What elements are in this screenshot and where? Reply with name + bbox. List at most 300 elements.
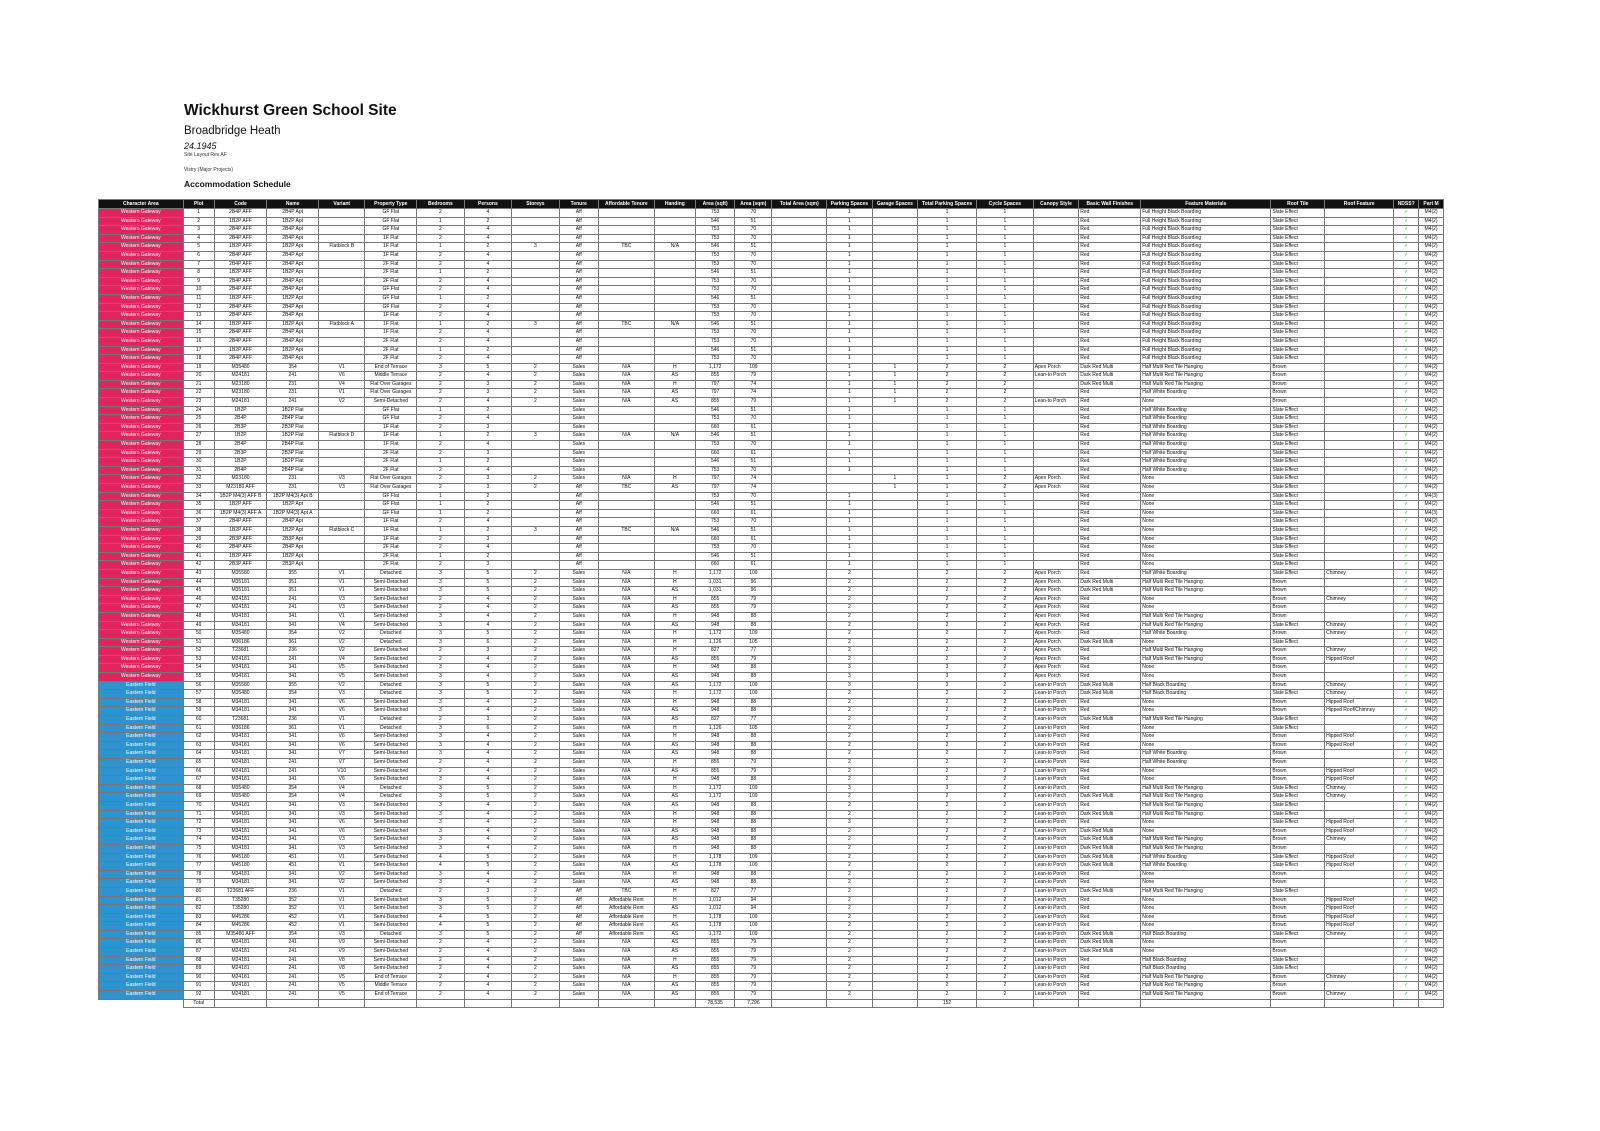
table-cell: Semi-Detached (365, 767, 417, 776)
table-cell: 29 (183, 449, 214, 458)
table-cell: T35280 (214, 905, 267, 914)
table-row (99, 312, 1444, 321)
table-cell: Brown (1271, 922, 1325, 931)
table-cell: 2 (976, 784, 1033, 793)
character-area-cell: Western Gateway (99, 372, 184, 381)
table-cell: 1 (918, 337, 977, 346)
table-cell: 70 (735, 544, 772, 553)
table-cell: 90 (183, 973, 214, 982)
table-cell: Hipped Roof (1325, 698, 1394, 707)
table-cell: 546 (696, 294, 735, 303)
table-cell: ✓ (1394, 475, 1419, 484)
table-cell: 948 (696, 819, 735, 828)
table-cell (512, 286, 560, 295)
table-cell: 1 (183, 209, 214, 218)
table-cell: Sales (559, 724, 598, 733)
table-cell: 88 (735, 750, 772, 759)
table-cell: Slate Effect (1271, 303, 1325, 312)
table-cell (772, 260, 827, 269)
table-cell: Lean-to Porch (1033, 870, 1078, 879)
table-cell: H (654, 784, 695, 793)
table-cell: M4(2) (1419, 638, 1444, 647)
table-cell: M4(2) (1419, 870, 1444, 879)
table-cell: Sales (559, 664, 598, 673)
table-cell: 3 (464, 561, 512, 570)
table-cell: 2 (976, 905, 1033, 914)
table-cell: 5 (464, 578, 512, 587)
table-cell (1033, 337, 1078, 346)
table-cell: 3 (464, 535, 512, 544)
table-cell (1033, 441, 1078, 450)
table-cell: Dark Red Multi (1079, 827, 1141, 836)
table-cell: Slate Effect (1271, 269, 1325, 278)
table-cell: 51 (183, 638, 214, 647)
table-cell: Lean-to Porch (1033, 956, 1078, 965)
table-cell: Slate Effect (1271, 501, 1325, 510)
table-cell: 3 (417, 690, 465, 699)
table-cell: 4 (464, 303, 512, 312)
table-cell: 1B2P Apt (267, 243, 319, 252)
character-area-cell: Eastern Field (99, 801, 184, 810)
table-cell: 3 (417, 827, 465, 836)
table-cell: H (654, 733, 695, 742)
table-cell: 2 (976, 973, 1033, 982)
table-cell: Apex Porch (1033, 363, 1078, 372)
table-cell (654, 423, 695, 432)
table-cell (319, 535, 365, 544)
table-cell: 2 (976, 681, 1033, 690)
table-cell: 38 (183, 526, 214, 535)
character-area-cell: Eastern Field (99, 810, 184, 819)
table-cell: M4(2) (1419, 294, 1444, 303)
table-cell (1325, 492, 1394, 501)
table-cell: 4 (464, 286, 512, 295)
table-cell: 948 (696, 673, 735, 682)
table-row (99, 664, 1444, 673)
table-cell: Detached (365, 887, 417, 896)
table-cell: 341 (267, 612, 319, 621)
table-cell: None (1141, 638, 1271, 647)
table-cell: Sales (559, 415, 598, 424)
table-row (99, 269, 1444, 278)
table-cell: 2 (417, 251, 465, 260)
table-cell (872, 810, 917, 819)
table-cell: 32 (183, 475, 214, 484)
column-header: Basic Wall Finishes (1079, 200, 1141, 209)
table-cell: Dark Red Multi (1079, 853, 1141, 862)
table-cell (772, 973, 827, 982)
table-cell: N/A (598, 664, 654, 673)
table-cell (772, 217, 827, 226)
table-cell (1325, 234, 1394, 243)
table-cell (598, 226, 654, 235)
table-cell: Apex Porch (1033, 484, 1078, 493)
table-cell: Flat Over Garages (365, 389, 417, 398)
table-cell: 78 (183, 870, 214, 879)
table-cell: Sales (559, 810, 598, 819)
character-area-cell: Western Gateway (99, 329, 184, 338)
table-cell: H (654, 380, 695, 389)
table-cell: 2B4P AFF (214, 355, 267, 364)
table-cell (319, 337, 365, 346)
table-row (99, 819, 1444, 828)
table-cell: Full Height Black Boarding (1141, 217, 1271, 226)
table-cell (872, 217, 917, 226)
column-header: Roof Feature (1325, 200, 1394, 209)
table-cell: 827 (696, 647, 735, 656)
table-cell: 2B3P Apt (267, 535, 319, 544)
table-cell: Lean-to Porch (1033, 939, 1078, 948)
table-cell (872, 621, 917, 630)
table-cell: Aff (559, 337, 598, 346)
table-cell: 1 (918, 226, 977, 235)
table-cell: 109 (735, 630, 772, 639)
table-cell: ✓ (1394, 879, 1419, 888)
table-cell: ✓ (1394, 604, 1419, 613)
table-cell: ✓ (1394, 380, 1419, 389)
table-row (99, 501, 1444, 510)
table-cell: Aff (559, 552, 598, 561)
table-cell: 354 (267, 630, 319, 639)
table-cell: N/A (598, 621, 654, 630)
table-cell (1033, 269, 1078, 278)
table-cell: 2B4P Apt (267, 355, 319, 364)
table-cell (872, 913, 917, 922)
table-cell: 3 (464, 475, 512, 484)
table-cell: ✓ (1394, 819, 1419, 828)
table-cell: Sales (559, 819, 598, 828)
table-cell: 1 (827, 552, 872, 561)
table-cell (654, 226, 695, 235)
table-cell: None (1141, 913, 1271, 922)
table-cell: 10 (183, 286, 214, 295)
table-cell: 2 (512, 973, 560, 982)
table-cell: 2 (464, 432, 512, 441)
table-cell: Dark Red Multi (1079, 690, 1141, 699)
table-cell: 3 (464, 484, 512, 493)
table-cell: ✓ (1394, 355, 1419, 364)
table-cell: 5 (464, 930, 512, 939)
table-cell (598, 441, 654, 450)
table-cell (319, 501, 365, 510)
table-row (99, 690, 1444, 699)
table-cell: 1 (827, 544, 872, 553)
table-cell: M4(2) (1419, 329, 1444, 338)
table-cell: 948 (696, 664, 735, 673)
table-cell: Slate Effect (1271, 415, 1325, 424)
table-cell (772, 887, 827, 896)
table-cell (872, 509, 917, 518)
character-area-cell: Eastern Field (99, 965, 184, 974)
table-cell: 2 (827, 948, 872, 957)
table-row (99, 337, 1444, 346)
table-cell: N/A (598, 956, 654, 965)
table-cell: 61 (735, 535, 772, 544)
table-cell (872, 578, 917, 587)
table-cell (1325, 303, 1394, 312)
table-cell: H (654, 870, 695, 879)
table-cell: Slate Effect (1271, 492, 1325, 501)
table-cell: 88 (735, 612, 772, 621)
table-cell: 2 (976, 853, 1033, 862)
table-cell: M24181 (214, 655, 267, 664)
table-cell: M4(2) (1419, 793, 1444, 802)
table-cell: 2 (976, 664, 1033, 673)
table-cell: 79 (735, 939, 772, 948)
table-cell: Apex Porch (1033, 475, 1078, 484)
table-cell: 2 (827, 776, 872, 785)
table-row (99, 879, 1444, 888)
table-cell: Semi-Detached (365, 621, 417, 630)
table-cell (1325, 372, 1394, 381)
table-cell: Lean-to Porch (1033, 767, 1078, 776)
table-cell: ✓ (1394, 698, 1419, 707)
table-cell: Sales (559, 948, 598, 957)
table-cell: 79 (735, 398, 772, 407)
table-cell: AS (654, 673, 695, 682)
table-cell: Red (1079, 398, 1141, 407)
table-cell (872, 741, 917, 750)
table-cell (654, 544, 695, 553)
table-cell: M35480 (214, 793, 267, 802)
table-cell: ✓ (1394, 243, 1419, 252)
table-cell: M34181 (214, 673, 267, 682)
table-cell: 109 (735, 922, 772, 931)
table-cell: 2 (417, 415, 465, 424)
table-cell (772, 372, 827, 381)
table-cell: Flat Over Garages (365, 475, 417, 484)
character-area-cell: Western Gateway (99, 449, 184, 458)
table-cell: Sales (559, 853, 598, 862)
character-area-cell: Eastern Field (99, 759, 184, 768)
table-cell: M4(2) (1419, 423, 1444, 432)
table-cell: H (654, 569, 695, 578)
table-cell: Lean-to Porch (1033, 776, 1078, 785)
table-cell: ✓ (1394, 226, 1419, 235)
table-cell: 1B2P Apt (267, 294, 319, 303)
table-row (99, 776, 1444, 785)
table-cell: Lean-to Porch (1033, 862, 1078, 871)
table-cell: 2F Flat (365, 449, 417, 458)
table-cell (976, 999, 1033, 1008)
table-cell: ✓ (1394, 922, 1419, 931)
table-cell (1325, 965, 1394, 974)
table-cell: 1,031 (696, 587, 735, 596)
table-cell: 18 (183, 355, 214, 364)
table-cell (1325, 526, 1394, 535)
character-area-cell: Western Gateway (99, 638, 184, 647)
table-cell: ✓ (1394, 466, 1419, 475)
table-cell: Aff (559, 905, 598, 914)
table-cell: 1 (918, 432, 977, 441)
table-cell (512, 226, 560, 235)
table-cell: 660 (696, 423, 735, 432)
table-cell (772, 733, 827, 742)
table-cell (1033, 320, 1078, 329)
table-cell: 2 (976, 827, 1033, 836)
table-row (99, 595, 1444, 604)
table-cell: None (1141, 870, 1271, 879)
table-cell (598, 406, 654, 415)
table-cell: GF Flat (365, 492, 417, 501)
table-cell (319, 406, 365, 415)
table-cell (1394, 999, 1419, 1008)
table-cell: 1 (918, 243, 977, 252)
table-cell: Aff (559, 312, 598, 321)
table-cell: 13 (183, 312, 214, 321)
character-area-cell: Eastern Field (99, 793, 184, 802)
table-cell (872, 518, 917, 527)
table-cell (1325, 329, 1394, 338)
table-cell: Chimney (1325, 595, 1394, 604)
table-cell: 2B4P (214, 466, 267, 475)
table-cell: 231 (267, 380, 319, 389)
column-header: Total Parking Spaces (918, 200, 977, 209)
job-number: 24.1945 (184, 141, 217, 151)
table-cell: Red (1079, 492, 1141, 501)
table-cell: 70 (735, 518, 772, 527)
table-cell (319, 999, 365, 1008)
table-cell (772, 346, 827, 355)
table-cell: 4 (464, 939, 512, 948)
table-cell: None (1141, 939, 1271, 948)
table-cell: 2F Flat (365, 269, 417, 278)
table-cell (598, 509, 654, 518)
table-cell: 1 (417, 243, 465, 252)
table-cell: 1 (827, 441, 872, 450)
table-cell: V6 (319, 776, 365, 785)
table-cell (1325, 673, 1394, 682)
table-cell: 2 (183, 217, 214, 226)
table-cell: M35580 (214, 681, 267, 690)
table-cell: Aff (559, 535, 598, 544)
table-cell (772, 655, 827, 664)
character-area-cell: Western Gateway (99, 432, 184, 441)
table-cell: 2 (512, 862, 560, 871)
table-cell: Brown (1271, 380, 1325, 389)
table-cell: 3 (417, 905, 465, 914)
table-cell: 2 (512, 621, 560, 630)
table-cell: 3 (417, 819, 465, 828)
table-cell: Slate Effect (1271, 793, 1325, 802)
table-cell: 1,031 (696, 578, 735, 587)
table-row (99, 784, 1444, 793)
table-cell: 109 (735, 363, 772, 372)
table-cell: Lean-to Porch (1033, 810, 1078, 819)
table-cell: M4(2) (1419, 544, 1444, 553)
table-cell: 4 (464, 466, 512, 475)
table-cell (772, 810, 827, 819)
table-cell: ✓ (1394, 655, 1419, 664)
table-cell: Hipped Roof (1325, 741, 1394, 750)
table-cell: AS (654, 991, 695, 1000)
table-row (99, 716, 1444, 725)
table-cell: 753 (696, 415, 735, 424)
table-cell: 70 (735, 329, 772, 338)
table-cell: 2 (976, 698, 1033, 707)
table-cell: Detached (365, 724, 417, 733)
table-cell: 1 (827, 260, 872, 269)
table-cell (512, 303, 560, 312)
table-cell: Red (1079, 260, 1141, 269)
table-cell: Brown (1271, 733, 1325, 742)
table-cell: Red (1079, 819, 1141, 828)
table-cell: 20 (183, 372, 214, 381)
table-cell: TBC (598, 320, 654, 329)
table-cell: ✓ (1394, 810, 1419, 819)
table-cell: ✓ (1394, 569, 1419, 578)
table-cell: 1 (417, 269, 465, 278)
table-cell: 241 (267, 655, 319, 664)
table-cell: 2 (417, 647, 465, 656)
table-cell: 1B2P M4(3) Apt A (267, 509, 319, 518)
table-cell (1033, 217, 1078, 226)
table-cell: Brown (1271, 578, 1325, 587)
table-cell: Sales (559, 767, 598, 776)
table-cell: 2 (417, 234, 465, 243)
table-cell: 855 (696, 759, 735, 768)
character-area-cell: Eastern Field (99, 973, 184, 982)
table-cell: 2 (918, 862, 977, 871)
table-cell: Slate Effect (1271, 810, 1325, 819)
table-cell (1325, 449, 1394, 458)
table-row (99, 226, 1444, 235)
table-cell: 2 (512, 853, 560, 862)
table-cell: M4(2) (1419, 750, 1444, 759)
table-cell: Aff (559, 492, 598, 501)
table-cell: 2 (976, 801, 1033, 810)
table-cell: M45286 (214, 913, 267, 922)
table-cell: Lean-to Porch (1033, 905, 1078, 914)
table-row (99, 930, 1444, 939)
table-cell: Chimney (1325, 690, 1394, 699)
table-cell: Half White Boarding (1141, 449, 1271, 458)
table-cell: Slate Effect (1271, 217, 1325, 226)
table-cell: Red (1079, 922, 1141, 931)
table-cell: Red (1079, 226, 1141, 235)
table-cell: N/A (598, 776, 654, 785)
table-cell (1033, 303, 1078, 312)
table-cell: 2 (976, 578, 1033, 587)
table-cell: 1 (872, 484, 917, 493)
table-cell: 2 (512, 827, 560, 836)
table-cell: 1 (872, 475, 917, 484)
table-cell (872, 406, 917, 415)
table-cell: M4(2) (1419, 853, 1444, 862)
table-cell (872, 801, 917, 810)
table-cell: ✓ (1394, 690, 1419, 699)
table-cell: Hipped Roof (1325, 733, 1394, 742)
table-cell: 2 (918, 724, 977, 733)
table-cell: 1 (976, 518, 1033, 527)
table-cell: 4 (464, 251, 512, 260)
table-cell (772, 956, 827, 965)
table-cell: ✓ (1394, 526, 1419, 535)
table-cell: Slate Effect (1271, 724, 1325, 733)
table-cell (1325, 260, 1394, 269)
table-cell: 17 (183, 346, 214, 355)
table-cell: 341 (267, 810, 319, 819)
table-cell: None (1141, 948, 1271, 957)
table-cell: N/A (598, 475, 654, 484)
table-cell: 3 (417, 776, 465, 785)
table-cell: 660 (696, 535, 735, 544)
table-cell: Aff (559, 329, 598, 338)
table-cell: M34181 (214, 827, 267, 836)
table-cell: 3 (464, 716, 512, 725)
table-cell: Slate Effect (1271, 561, 1325, 570)
table-cell: Semi-Detached (365, 905, 417, 914)
